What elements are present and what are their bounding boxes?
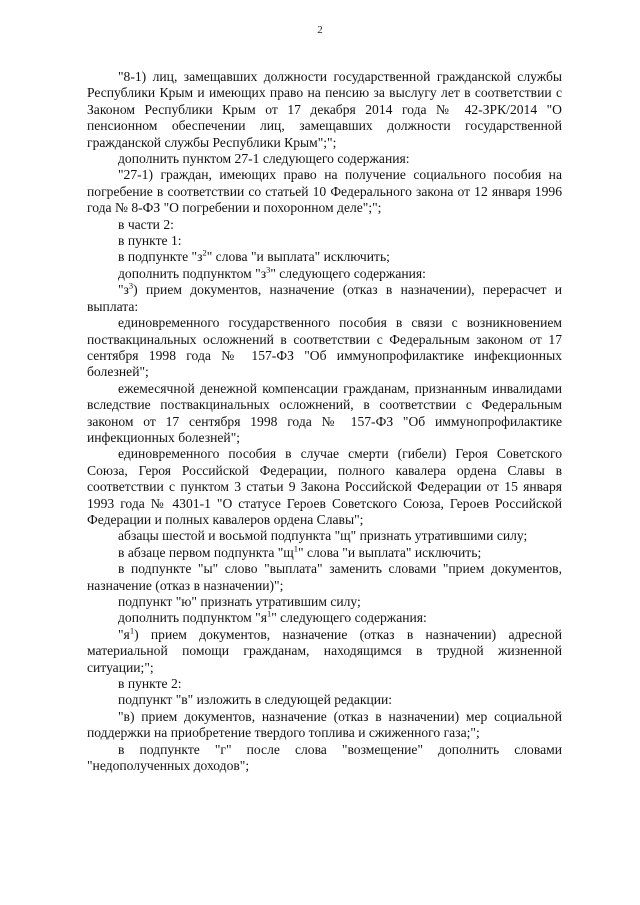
paragraph-text: в подпункте "г" после слова "возмещение" дополнить словами "недополученных доходов"; [87,741,562,774]
paragraph-text: "8-1) лиц, замещавших должности государственной гражданской службы Республики Крым и имеющих право на пенсию за выслугу лет в соответствии с Законом Республики Крым от 17 декабря 2014 года № 42-ЗРК/2014 "О пенсионном обеспечении лиц, замещавших должности государственной гражданской службы Республики Крым";"; [87,69,562,150]
paragraph-text: "27-1) граждан, имеющих право на получение социального пособия на погребение в соответствии со статьей 10 Федерального закона от 12 января 1996 года № 8-ФЗ "О погребении и похоронном деле";"; [87,167,562,216]
paragraph [87,709,562,742]
paragraph-text: в подпункте "з [118,249,203,265]
paragraph-text: " следующего содержания: [271,610,427,626]
paragraph [87,69,562,151]
paragraph-text: в части 2: [118,216,174,232]
document-body [87,69,562,774]
paragraph-text: в абзаце первом подпункта "щ [118,544,294,560]
page-number: 2 [317,24,323,36]
paragraph-text: дополнить подпунктом "я [118,610,267,626]
paragraph [87,151,562,167]
superscript: 1 [129,625,135,636]
paragraph [87,561,562,594]
paragraph [87,627,562,676]
paragraph-text: единовременного пособия в случае смерти (гибели) Героя Советского Союза, Героя Российской Федерации, полного кавалера ордена Славы в соответствии с пунктом 3 статьи 9 Закона Российской Федерации от 15 января 1993 года № 4301-1 "О статусе Героев Советского Союза, Героев Российской Федерации и полных кавалеров ордена Славы"; [87,446,562,527]
paragraph [87,692,562,708]
paragraph-text: " слова "и выплата" исключить; [206,249,390,265]
paragraph-text: ежемесячной денежной компенсации гражданам, признанным инвалидами вследствие поствакцинальных осложнений, в соответствии с Федеральным законом от 17 сентября 1998 года № 157-ФЗ "Об иммунопрофилактике инфекционных болезней"; [87,380,562,445]
paragraph [87,742,562,775]
paragraph [87,676,562,692]
paragraph-text: ) прием документов, назначение (отказ в назначении), перерасчет и выплата: [87,282,562,314]
paragraph [87,545,562,561]
paragraph-text: " следующего содержания: [270,265,426,281]
superscript: 3 [128,280,134,291]
paragraph [87,594,562,610]
paragraph [87,446,562,528]
paragraph [87,266,562,282]
paragraph [87,233,562,249]
paragraph-text: подпункт "ю" признать утратившим силу; [118,594,361,609]
paragraph-text: абзацы шестой и восьмой подпункта "щ" признать утратившими силу; [118,528,528,544]
paragraph-text: в пункте 1: [118,233,182,249]
paragraph-text: "я [118,626,130,642]
paragraph-text: в подпункте "ы" слово "выплата" заменить словами "прием документов, назначение (отказ в назначении)"; [87,561,562,593]
paragraph-text: единовременного государственного пособия в связи с возникновением поствакцинальных осложнений в соответствии с Федеральным законом от 17 сентября 1998 года № 157-ФЗ "Об иммунопрофилактике инфекционных болезней"; [87,315,562,380]
paragraph [87,282,562,315]
paragraph [87,217,562,233]
superscript: 3 [266,264,271,275]
paragraph-text: подпункт "в" изложить в следующей редакции: [118,692,393,708]
superscript: 1 [266,608,272,619]
paragraph [87,249,562,265]
paragraph-text: дополнить пунктом 27-1 следующего содержания: [118,151,410,167]
paragraph [87,528,562,544]
paragraph-text: дополнить подпунктом "з [118,265,267,281]
superscript: 1 [293,543,299,554]
paragraph-text: "в) прием документов, назначение (отказ в назначении) мер социальной поддержки на приобретение твердого топлива и сжиженного газа;"; [87,708,562,741]
paragraph-text: " слова "и выплата" исключить; [298,544,482,560]
paragraph-text: ) прием документов, назначение (отказ в назначении) адресной материальной помощи гражданам, находящимся в трудной жизненной ситуации;"; [87,626,562,675]
paragraph-text: в пункте 2: [118,676,182,692]
paragraph [87,167,562,216]
paragraph [87,381,562,447]
paragraph [87,610,562,626]
superscript: 2 [202,247,207,258]
paragraph-text: "з [118,282,129,298]
paragraph [87,315,562,381]
